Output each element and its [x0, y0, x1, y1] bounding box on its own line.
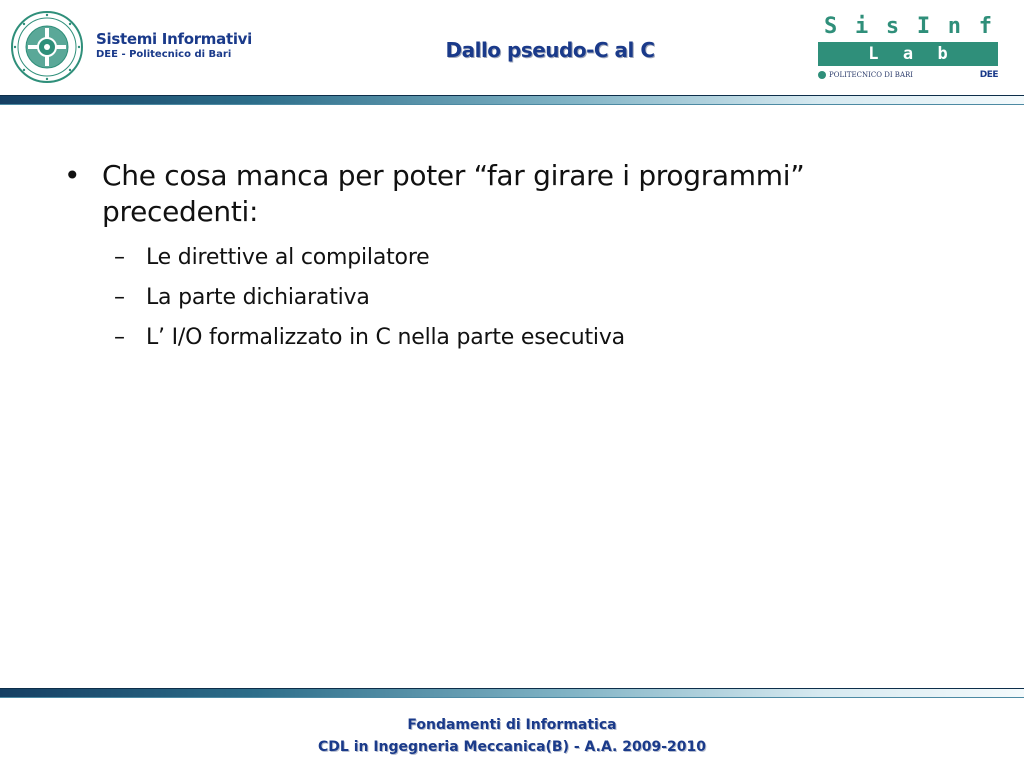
- university-seal-icon: [10, 10, 84, 84]
- footer-course: Fondamenti di Informatica: [407, 717, 617, 733]
- dash-mark: –: [114, 245, 125, 270]
- lab-letter: s: [885, 13, 900, 39]
- lab-letter: n: [947, 13, 961, 39]
- lab-logo-band: [818, 42, 998, 66]
- slide-footer: [0, 714, 1024, 758]
- lab-letter: I: [916, 13, 931, 39]
- lab-band-letter: b: [937, 44, 948, 64]
- dash-mark: –: [114, 325, 125, 350]
- dash-mark: –: [114, 285, 125, 310]
- sub-bullet-item: [114, 318, 960, 358]
- lab-institution: [818, 71, 913, 79]
- slide-title: Dallo pseudo-C al C: [445, 38, 655, 62]
- lab-logo-wordmark: [818, 12, 998, 40]
- footer-degree: CDL in Ingegneria Meccanica(B) - A.A. 2009-2010: [318, 739, 706, 755]
- sub-bullet-item: [114, 238, 960, 278]
- lab-letter: S: [824, 13, 838, 39]
- lab-letter: f: [978, 13, 992, 39]
- main-bullet-text: Che cosa manca per poter “far girare i programmi” precedenti:: [102, 159, 805, 228]
- brand-subtitle: DEE - Politecnico di Bari: [96, 49, 232, 60]
- sisinf-lab-logo: [818, 12, 998, 84]
- sub-bullet-text: L’ I/O formalizzato in C nella parte esecutiva: [146, 325, 625, 350]
- bullet-mark: •: [64, 159, 81, 192]
- lab-letter: i: [854, 13, 869, 39]
- slide-body: [60, 158, 960, 358]
- main-bullet: [60, 158, 960, 230]
- lab-department: DEE: [979, 70, 998, 80]
- politecnico-emblem-icon: [818, 71, 826, 79]
- header-divider: [0, 95, 1024, 105]
- sub-bullet-text: Le direttive al compilatore: [146, 245, 430, 270]
- lab-band-letter: a: [902, 44, 914, 64]
- sub-bullet-item: [114, 278, 960, 318]
- lab-logo-footer: [818, 69, 998, 81]
- brand-block: [96, 30, 252, 61]
- brand-title: Sistemi Informativi: [96, 30, 252, 48]
- footer-divider: [0, 688, 1024, 698]
- sub-bullet-text: La parte dichiarativa: [146, 285, 370, 310]
- sub-bullet-list: [60, 238, 960, 358]
- lab-institution-text: POLITECNICO DI BARI: [829, 71, 914, 79]
- lab-band-letter: L: [868, 44, 879, 64]
